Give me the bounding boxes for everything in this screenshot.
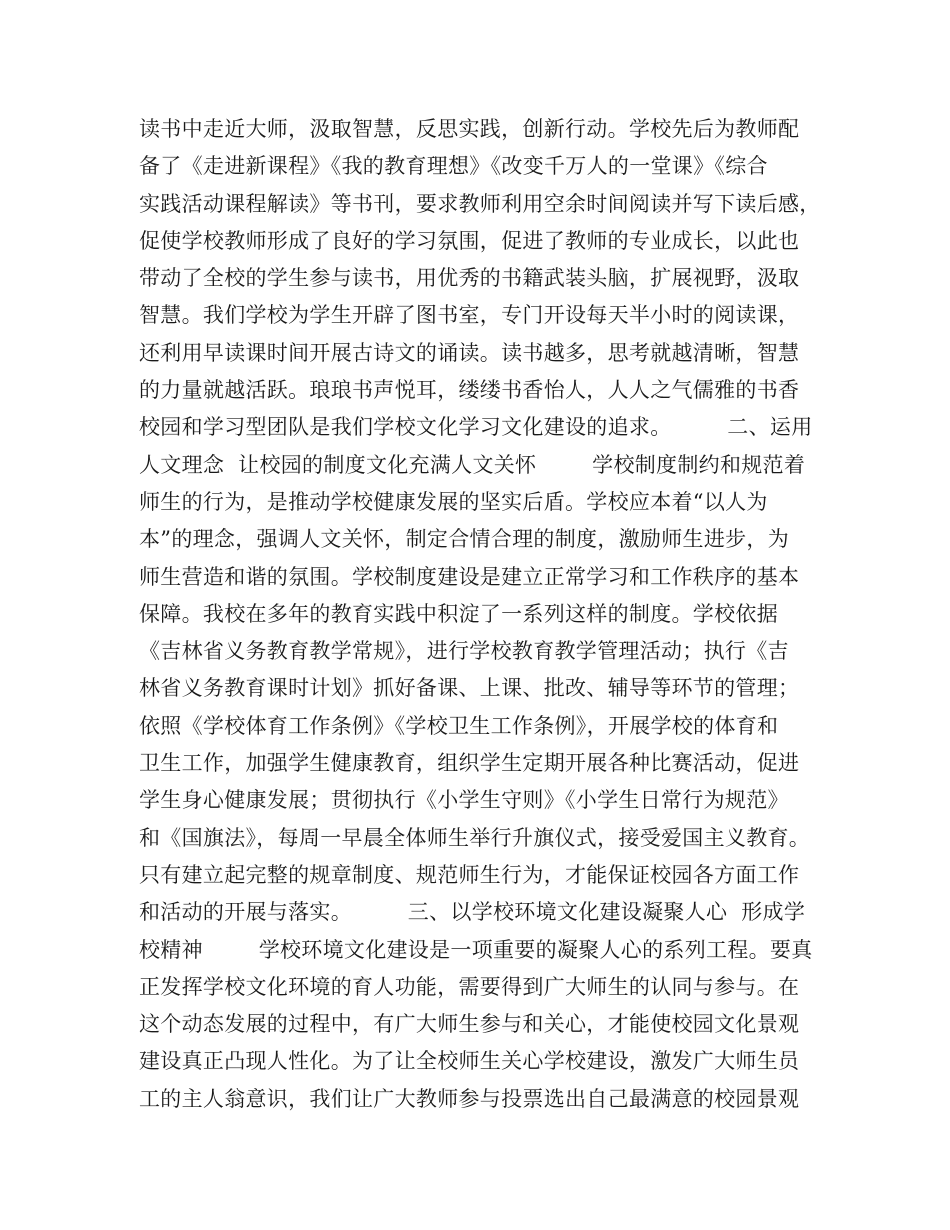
text-line: 备了《走进新课程》《我的教育理想》《改变千万人的一堂课》《综合 [139,154,768,179]
text-line: 卫生工作，加强学生健康教育，组织学生定期开展各种比赛活动，促进 [139,751,800,776]
text-line: 保障。我校在多年的教育实践中积淀了一系列这样的制度。学校依据 [139,601,778,626]
text-line: 工的主人翁意识，我们让广大教师参与投票选出自己最满意的校园景观 [139,1086,800,1111]
text-line: 本”的理念，强调人文关怀，制定合情合理的制度，激励师生进步，为 [139,527,790,552]
text-line: 建设真正凸现人性化。为了让全校师生关心学校建设，激发广大师生员 [139,1049,800,1074]
text-line: 师生营造和谐的氛围。学校制度建设是建立正常学习和工作秩序的基本 [139,564,800,589]
text-line: 这个动态发展的过程中，有广大师生参与和关心，才能使校园文化景观 [139,1012,800,1037]
text-line: 和活动的开展与落实。 三、以学校环境文化建设凝聚人心 形成学 [139,900,806,925]
text-line: 正发挥学校文化环境的育人功能，需要得到广大师生的认同与参与。在 [139,974,800,999]
text-line: 人文理念 让校园的制度文化充满人文关怀 学校制度制约和规范着 [139,452,806,477]
text-line: 读书中走近大师，汲取智慧，反思实践，创新行动。学校先后为教师配 [139,117,800,141]
text-line: 促使学校教师形成了良好的学习氛围，促进了教师的专业成长，以此也 [139,228,800,253]
text-line: 的力量就越活跃。琅琅书声悦耳，缕缕书香怡人，人人之气儒雅的书香 [139,378,800,403]
text-line: 师生的行为，是推动学校健康发展的坚实后盾。学校应本着“以人为 [139,489,768,514]
text-line: 依照《学校体育工作条例》《学校卫生工作条例》，开展学校的体育和 [139,713,779,738]
text-line: 和《国旗法》，每周一早晨全体师生举行升旗仪式，接受爱国主义教育。 [139,825,811,850]
text-line: 校精神 学校环境文化建设是一项重要的凝聚人心的系列工程。要真 [139,937,813,962]
text-line: 校园和学习型团队是我们学校文化学习文化建设的追求。 二、运用 [139,415,813,440]
text-line: 林省义务教育课时计划》抓好备课、上课、批改、辅导等环节的管理； [139,676,800,701]
body-text [139,111,839,1118]
text-line: 只有建立起完整的规章制度、规范师生行为，才能保证校园各方面工作 [139,862,800,887]
text-line: 学生身心健康发展；贯彻执行《小学生守则》《小学生日常行为规范》 [139,788,789,813]
text-line: 还利用早读课时间开展古诗文的诵读。读书越多，思考就越清晰，智慧 [139,340,800,365]
text-line: 《吉林省义务教育教学常规》，进行学校教育教学管理活动；执行《吉 [139,639,789,664]
text-line: 带动了全校的学生参与读书，用优秀的书籍武装头脑，扩展视野，汲取 [139,266,800,291]
text-line: 实践活动课程解读》等书刊，要求教师利用空余时间阅读并写下读后感， [139,191,821,216]
text-line: 智慧。我们学校为学生开辟了图书室，专门开设每天半小时的阅读课， [139,303,800,328]
